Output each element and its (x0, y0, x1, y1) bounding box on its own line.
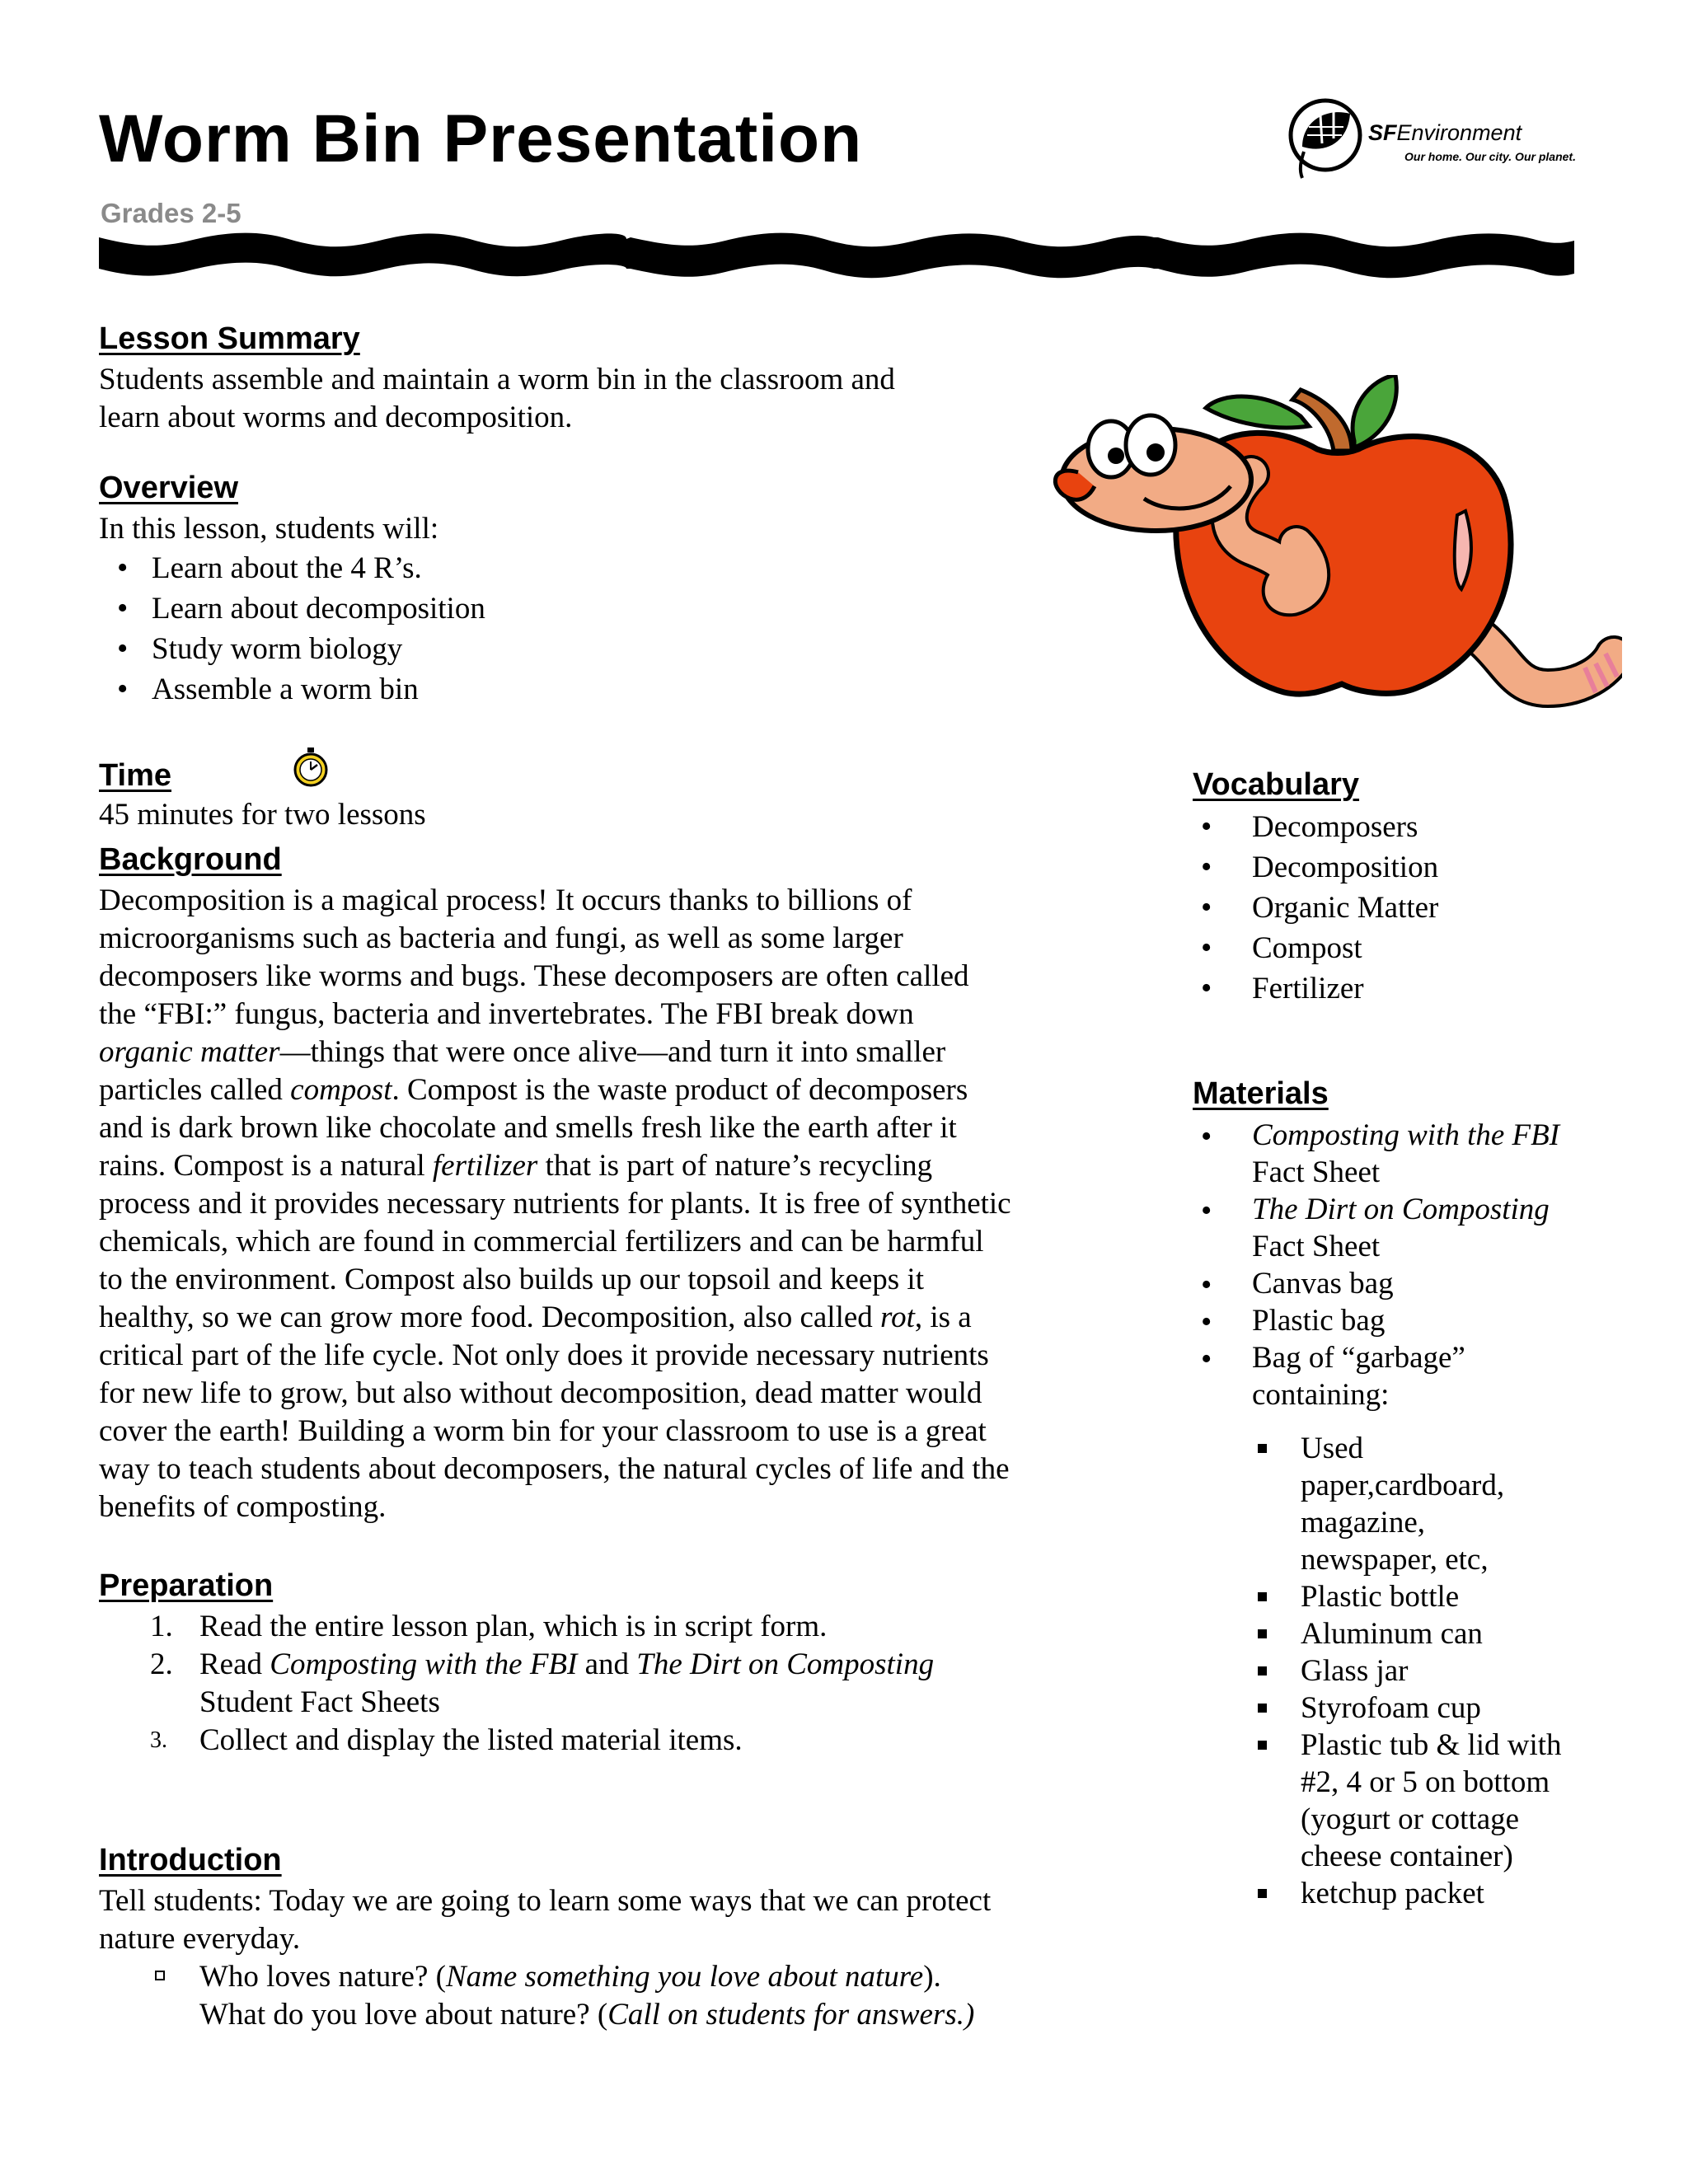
sf-environment-logo (1284, 97, 1597, 180)
time-text: 45 minutes for two lessons (99, 798, 426, 832)
italic-text: The Dirt on Composting (636, 1647, 935, 1681)
sub-list-item-line: cheese container) (1301, 1840, 1513, 1873)
background-paragraph (99, 882, 1011, 1526)
lesson-summary-heading: Lesson Summary (99, 321, 360, 356)
list-item-line: • Bag of “garbage” (1252, 1341, 1465, 1375)
paragraph-line: cover the earth! Building a worm bin for your classroom to use is a great (99, 1414, 987, 1448)
paragraph-line: critical part of the life cycle. Not only does it provide necessary nutrients (99, 1338, 989, 1372)
list-item-line (1252, 1117, 1559, 1154)
list-item (1193, 1339, 1559, 1413)
preparation-heading: Preparation (99, 1568, 274, 1603)
list-number: 3. (150, 1727, 167, 1753)
list-item (1193, 1265, 1559, 1302)
logo-leaf-icon (1284, 97, 1375, 180)
apple-worm-illustration (1045, 375, 1622, 721)
list-item-line: containing: (1252, 1378, 1390, 1412)
italic-text: The Dirt on Composting (1252, 1193, 1550, 1226)
page-title: Worm Bin Presentation (99, 101, 863, 176)
list-item: • Decomposers (1193, 807, 1438, 847)
list-item: • Learn about decomposition (101, 588, 485, 629)
sub-list-item-line: paper,cardboard, (1301, 1469, 1505, 1502)
sub-list-item (1251, 1690, 1562, 1727)
paragraph-line: particles called compost. Compost is the waste product of decomposers (99, 1073, 968, 1107)
list-item: • Assemble a worm bin (101, 669, 485, 710)
italic-text: compost (290, 1073, 392, 1107)
paragraph-line: benefits of composting. (99, 1490, 387, 1524)
paragraph-line: chemicals, which are found in commercial fertilizers and can be harmful (99, 1225, 984, 1258)
logo-tagline: Our home. Our city. Our planet. (1404, 150, 1576, 163)
sub-list-item-line: Aluminum can (1301, 1617, 1483, 1651)
sub-list-item-line: Plastic tub & lid with (1301, 1728, 1562, 1762)
paragraph-line: for new life to grow, but also without decomposition, dead matter would (99, 1376, 982, 1410)
sub-list-item (1251, 1652, 1562, 1690)
vocabulary-heading: Vocabulary (1193, 767, 1360, 802)
materials-heading: Materials (1193, 1076, 1329, 1111)
italic-text: organic matter (99, 1035, 280, 1069)
italic-text: rot (880, 1301, 915, 1334)
paragraph-line: organic matter—things that were once alive—and turn it into smaller (99, 1035, 946, 1069)
garbage-contents-list (1251, 1430, 1562, 1912)
paragraph-line: Decomposition is a magical process! It occurs thanks to billions of (99, 883, 912, 917)
preparation-list (101, 1608, 934, 1760)
introduction-text: Tell students: Today we are going to learn some ways that we can protect nature everyday. (99, 1884, 992, 1956)
italic-text: Name something you love about nature (445, 1960, 924, 1994)
question-item (101, 1958, 974, 2034)
question-line: What do you love about nature? (Call on students for answers.) (199, 1998, 975, 2032)
sub-list-item (1251, 1578, 1562, 1615)
list-item: • Learn about the 4 R’s. (101, 548, 485, 588)
list-item: • Compost (1193, 928, 1438, 968)
sub-list-item-line: newspaper, etc, (1301, 1543, 1489, 1577)
background-heading: Background (99, 842, 282, 877)
sub-list-item (1251, 1727, 1562, 1875)
list-item (1193, 1302, 1559, 1339)
overview-list (101, 548, 485, 710)
list-item-line: Collect and display the listed material items. (199, 1723, 743, 1757)
list-item (101, 1646, 934, 1722)
list-item: • Decomposition (1193, 847, 1438, 888)
question-line: Who loves nature? (Name something you love about nature). (199, 1960, 941, 1994)
sub-list-item (1251, 1430, 1562, 1578)
introduction-question-list (101, 1958, 974, 2034)
list-item (101, 1722, 934, 1760)
list-item: • Fertilizer (1193, 968, 1438, 1009)
paragraph-line: way to teach students about decomposers, the natural cycles of life and the (99, 1452, 1010, 1486)
list-item-line: Student Fact Sheets (199, 1685, 440, 1719)
sub-list-item-line: (yogurt or cottage (1301, 1802, 1520, 1836)
vocabulary-list (1193, 807, 1438, 1009)
introduction-heading: Introduction (99, 1843, 282, 1877)
list-item (1193, 1191, 1559, 1265)
italic-text: Composting with the FBI (1252, 1118, 1560, 1152)
list-item (1193, 1117, 1559, 1191)
list-item (101, 1608, 934, 1646)
grade-level: Grades 2-5 (101, 198, 241, 228)
sub-list-item (1251, 1615, 1562, 1652)
list-item-line: • Canvas bag (1252, 1267, 1394, 1301)
sub-list-item-line: Used (1301, 1432, 1364, 1465)
stopwatch-icon (292, 747, 330, 788)
paragraph-line: and is dark brown like chocolate and smells fresh like the earth after it (99, 1111, 957, 1145)
sub-list-item-line: ketchup packet (1301, 1877, 1484, 1910)
overview-intro: In this lesson, students will: (99, 512, 439, 546)
italic-text: fertilizer (432, 1149, 538, 1183)
list-item-line (1252, 1191, 1559, 1228)
paragraph-line: to the environment. Compost also builds up our topsoil and keeps it (99, 1263, 924, 1296)
list-item-line: Fact Sheet (1252, 1155, 1381, 1189)
paragraph-line: the “FBI:” fungus, bacteria and invertebrates. The FBI break down (99, 997, 914, 1031)
time-heading: Time (99, 758, 172, 793)
italic-text: Composting with the FBI (270, 1647, 578, 1681)
list-item: • Organic Matter (1193, 888, 1438, 928)
list-number: 1. (150, 1610, 173, 1643)
materials-list (1193, 1117, 1559, 1413)
paragraph-line: healthy, so we can grow more food. Decomposition, also called rot, is a (99, 1301, 972, 1334)
list-item-line: Fact Sheet (1252, 1230, 1381, 1263)
logo-name: SFEnvironment (1368, 120, 1522, 145)
list-item-line: Read Composting with the FBI and The Dirt on Composting (199, 1647, 935, 1681)
paragraph-line: process and it provides necessary nutrients for plants. It is free of synthetic (99, 1187, 1011, 1221)
sub-list-item (1251, 1875, 1562, 1912)
lesson-summary-text: Students assemble and maintain a worm bin in the classroom and learn about worms and decomposition. (99, 363, 895, 434)
sub-list-item-line: magazine, (1301, 1506, 1425, 1540)
paragraph-line: microorganisms such as bacteria and fungi, as well as some larger (99, 921, 903, 955)
list-number: 2. (150, 1647, 173, 1681)
paragraph-line: rains. Compost is a natural fertilizer that is part of nature’s recycling (99, 1149, 933, 1183)
italic-text: Call on students for answers.) (607, 1998, 975, 2032)
paragraph-line: decomposers like worms and bugs. These decomposers are often called (99, 959, 969, 993)
sub-list-item-line: Styrofoam cup (1301, 1691, 1481, 1725)
list-item: • Study worm biology (101, 629, 485, 669)
wavy-divider (99, 231, 1574, 280)
list-item-line: Read the entire lesson plan, which is in script form. (199, 1610, 828, 1643)
sub-list-item-line: Plastic bottle (1301, 1580, 1460, 1614)
sub-list-item-line: #2, 4 or 5 on bottom (1301, 1765, 1550, 1799)
list-item-line: • Plastic bag (1252, 1304, 1386, 1338)
overview-heading: Overview (99, 471, 238, 505)
sub-list-item-line: Glass jar (1301, 1654, 1409, 1688)
